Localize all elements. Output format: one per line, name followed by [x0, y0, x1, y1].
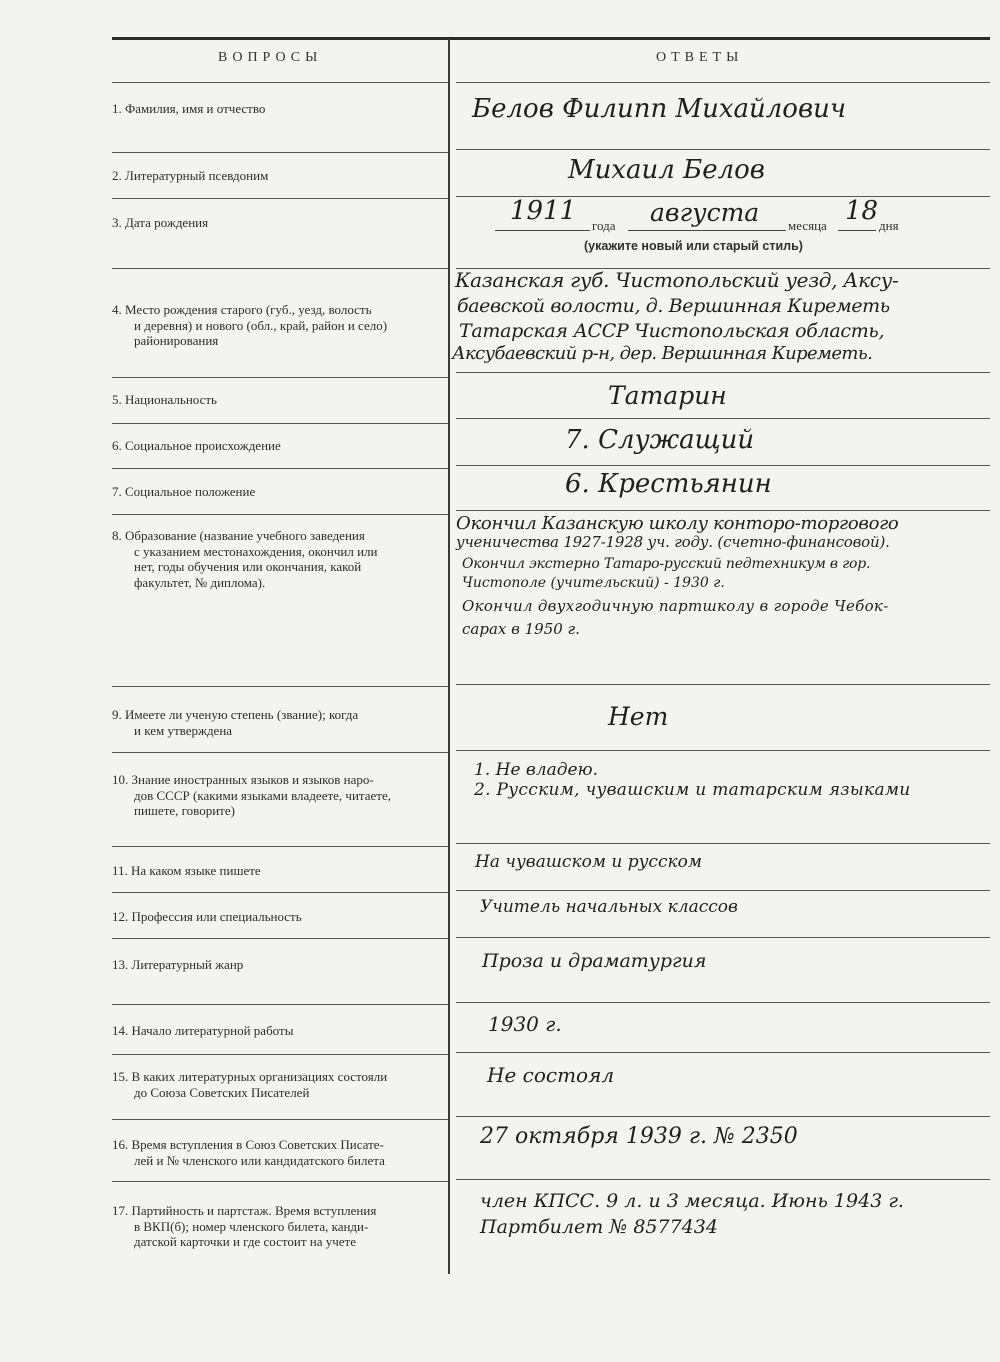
answer-1: Белов Филипп Михайлович [472, 94, 847, 124]
answer-8-line: ученичества 1927-1928 уч. году. (счетно-финансовой). [456, 533, 890, 551]
question-9-line: 9. Имеете ли ученую степень (звание); когда [112, 707, 359, 722]
year-label: года [592, 218, 616, 233]
answer-4-line: баевской волости, д. Вершинная Киреметь [457, 295, 890, 317]
question-15-line: 15. В каких литературных организациях состояли [112, 1069, 388, 1084]
row-divider [112, 82, 448, 83]
answer-5: Татарин [608, 381, 727, 410]
row-divider [112, 892, 448, 893]
row-divider [456, 510, 990, 511]
row-divider [456, 1179, 990, 1180]
row-divider [112, 152, 448, 153]
year-underline [495, 230, 590, 231]
answer-8-line: Окончил двухгодичную партшколу в городе Чебок- [462, 597, 889, 615]
row-divider [112, 846, 448, 847]
row-divider [456, 937, 990, 938]
question-11: 11. На каком языке пишете [112, 863, 261, 878]
answer-8-line: Окончил экстерно Татаро-русский педтехникум в гор. [462, 556, 871, 572]
question-9 [112, 707, 444, 738]
row-divider [456, 465, 990, 466]
question-15 [112, 1069, 444, 1100]
month-underline [628, 230, 786, 231]
row-divider [456, 418, 990, 419]
question-17-line: в ВКП(б); номер членского билета, канди- [134, 1218, 369, 1234]
row-divider [456, 890, 990, 891]
question-16 [112, 1137, 444, 1168]
question-8-line: 8. Образование (название учебного заведения [112, 528, 365, 543]
answer-3-year: 1911 [510, 196, 577, 226]
question-8-line: факультет, № диплома). [134, 574, 266, 590]
row-divider [456, 149, 990, 150]
answer-14: 1930 г. [488, 1012, 562, 1036]
row-divider [112, 198, 448, 199]
question-15-line: до Союза Советских Писателей [134, 1084, 310, 1100]
row-divider [112, 1119, 448, 1120]
question-10-line: 10. Знание иностранных языков и языков наро- [112, 772, 374, 787]
answer-8-line: сарах в 1950 г. [462, 620, 580, 638]
question-4-line: районирования [134, 333, 219, 348]
row-divider [112, 268, 448, 269]
question-4-line: 4. Место рождения старого (губ., уезд, волость [112, 302, 372, 317]
question-16-line: 16. Время вступления в Союз Советских Писате- [112, 1137, 384, 1152]
question-16-line: лей и № членского или кандидатского билета [134, 1152, 385, 1168]
answer-4-line: Татарская АССР Чистопольская область, [459, 320, 885, 342]
question-9-line: и кем утверждена [134, 722, 233, 738]
question-1: 1. Фамилия, имя и отчество [112, 101, 266, 116]
question-2: 2. Литературный псевдоним [112, 168, 269, 183]
row-divider [112, 1181, 448, 1182]
month-label: месяца [788, 218, 827, 233]
row-divider [112, 752, 448, 753]
answer-13: Проза и драматургия [482, 950, 707, 972]
question-8-line: с указанием местонахождения, окончил или [134, 543, 378, 559]
row-divider [456, 372, 990, 373]
answers-header: ОТВЕТЫ [656, 50, 744, 65]
row-divider [112, 938, 448, 939]
row-divider [112, 1004, 448, 1005]
day-label: дня [879, 218, 899, 233]
question-7: 7. Социальное положение [112, 484, 256, 499]
row-divider [456, 82, 990, 83]
answer-7: 6. Крестьянин [565, 469, 772, 499]
row-divider [456, 750, 990, 751]
row-divider [112, 468, 448, 469]
answer-3-month: августа [650, 198, 760, 227]
top-rule [112, 37, 990, 40]
column-divider [448, 39, 450, 1274]
question-4 [112, 302, 444, 349]
row-divider [112, 514, 448, 515]
answer-10-line: 2. Русским, чувашским и татарским языками [474, 780, 911, 800]
answer-6: 7. Служащий [565, 425, 755, 455]
question-14: 14. Начало литературной работы [112, 1023, 294, 1038]
day-underline [838, 230, 876, 231]
question-10-line: пишете, говорите) [134, 803, 235, 818]
answer-17-line: Партбилет № 8577434 [480, 1216, 718, 1238]
question-3: 3. Дата рождения [112, 215, 209, 230]
question-10-line: дов СССР (какими языками владеете, читаете, [134, 787, 391, 803]
answer-9: Нет [608, 702, 669, 731]
answer-15: Не состоял [487, 1063, 615, 1087]
answer-16: 27 октября 1939 г. № 2350 [480, 1124, 798, 1149]
answer-11: На чувашском и русском [475, 852, 702, 872]
answer-17-line: член КПСС. 9 л. и 3 месяца. Июнь 1943 г. [480, 1190, 904, 1212]
question-12: 12. Профессия или специальность [112, 909, 302, 924]
question-13: 13. Литературный жанр [112, 957, 244, 972]
answer-3-day: 18 [845, 196, 879, 226]
questions-header: ВОПРОСЫ [218, 50, 323, 65]
row-divider [456, 1052, 990, 1053]
style-hint: (укажите новый или старый стиль) [584, 239, 803, 253]
row-divider [456, 684, 990, 685]
answer-2: Михаил Белов [568, 155, 765, 185]
row-divider [112, 423, 448, 424]
answer-10-line: 1. Не владею. [474, 760, 598, 780]
row-divider [456, 1002, 990, 1003]
question-17-line: датской карточки и где состоит на учете [134, 1234, 356, 1249]
question-8 [112, 528, 444, 590]
row-divider [112, 1054, 448, 1055]
question-17 [112, 1203, 444, 1250]
answer-12: Учитель начальных классов [480, 897, 738, 917]
row-divider [456, 1116, 990, 1117]
question-6: 6. Социальное происхождение [112, 438, 281, 453]
row-divider [456, 843, 990, 844]
question-4-line: и деревня) и нового (обл., край, район и село) [134, 317, 388, 333]
question-5: 5. Национальность [112, 392, 217, 407]
row-divider [112, 686, 448, 687]
answer-4-line: Казанская губ. Чистопольский уезд, Аксу- [455, 268, 899, 292]
answer-4-line: Аксубаевский р-н, дер. Вершинная Киреметь. [452, 343, 873, 364]
question-10 [112, 772, 444, 819]
row-divider [112, 377, 448, 378]
answer-8-line: Чистополе (учительский) - 1930 г. [462, 575, 725, 591]
answer-8-line: Окончил Казанскую школу конторо-торгового [456, 513, 899, 534]
question-17-line: 17. Партийность и партстаж. Время вступления [112, 1203, 377, 1218]
question-8-line: нет, годы обучения или окончания, какой [134, 559, 362, 574]
